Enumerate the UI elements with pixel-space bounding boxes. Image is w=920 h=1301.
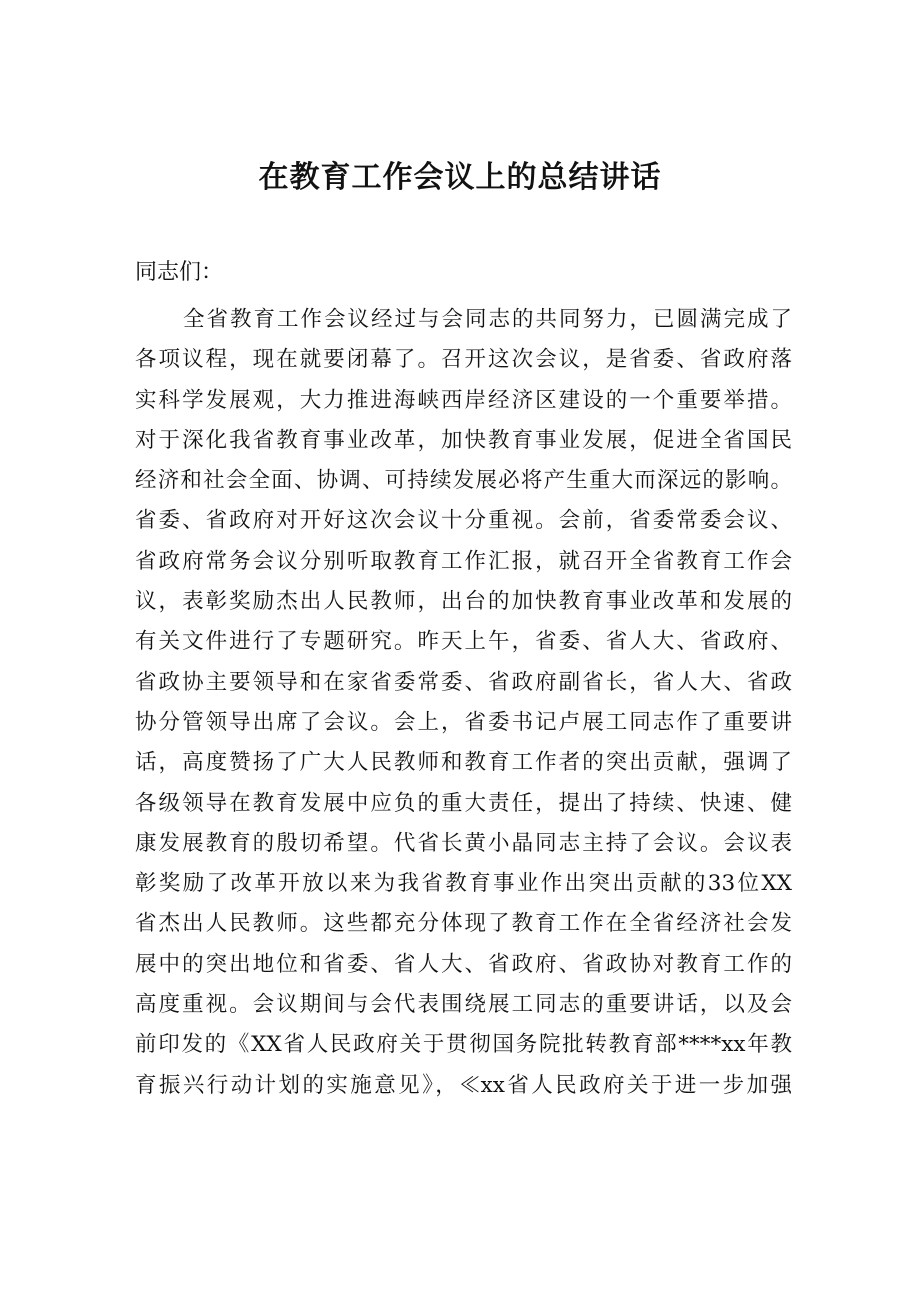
body-line: 实科学发展观，大力推进海峡西岸经济区建设的一个重要举措。: [135, 387, 792, 413]
body-text: [135, 305, 835, 1111]
body-line: 育振兴行动计划的实施意见》，≪xx省人民政府关于进一步加强: [135, 1072, 792, 1098]
body-line: 协分管领导出席了会议。会上，省委书记卢展工同志作了重要讲: [135, 709, 792, 735]
body-line: 省杰出人民教师。这些都充分体现了教育工作在全省经济社会发: [135, 911, 792, 937]
body-line: 全省教育工作会议经过与会同志的共同努力，已圆满完成了: [183, 307, 792, 332]
body-line: 各级领导在教育发展中应负的重大责任，提出了持续、快速、健: [135, 790, 792, 816]
document-title: 在教育工作会议上的总结讲话: [258, 160, 662, 195]
body-line: 彰奖励了改革开放以来为我省教育事业作出突出贡献的33位XX: [135, 871, 792, 897]
body-line: 高度重视。会议期间与会代表围绕展工同志的重要讲话，以及会: [135, 992, 792, 1018]
body-line: 有关文件进行了专题研究。昨天上午，省委、省人大、省政府、: [135, 629, 792, 655]
body-line: 省政府常务会议分别听取教育工作汇报，就召开全省教育工作会: [135, 548, 792, 574]
body-line: 经济和社会全面、协调、可持续发展必将产生重大而深远的影响。: [135, 468, 792, 494]
salutation: 同志们：: [135, 260, 224, 285]
body-line: 对于深化我省教育事业改革，加快教育事业发展，促进全省国民: [135, 427, 792, 453]
body-line: 前印发的《XX省人民政府关于贯彻国务院批转教育部****xx年教: [135, 1032, 792, 1058]
body-line: 省政协主要领导和在家省委常委、省政府副省长，省人大、省政: [135, 669, 792, 695]
body-line: 展中的突出地位和省委、省人大、省政府、省政协对教育工作的: [135, 951, 792, 977]
body-line: 议，表彰奖励杰出人民教师，出台的加快教育事业改革和发展的: [135, 589, 792, 615]
body-line: 话，高度赞扬了广大人民教师和教育工作者的突出贡献，强调了: [135, 750, 792, 776]
body-line: 省委、省政府对开好这次会议十分重视。会前，省委常委会议、: [135, 508, 792, 534]
body-line: 各项议程，现在就要闭幕了。召开这次会议，是省委、省政府落: [135, 347, 792, 373]
body-line: 康发展教育的殷切希望。代省长黄小晶同志主持了会议。会议表: [135, 830, 792, 856]
